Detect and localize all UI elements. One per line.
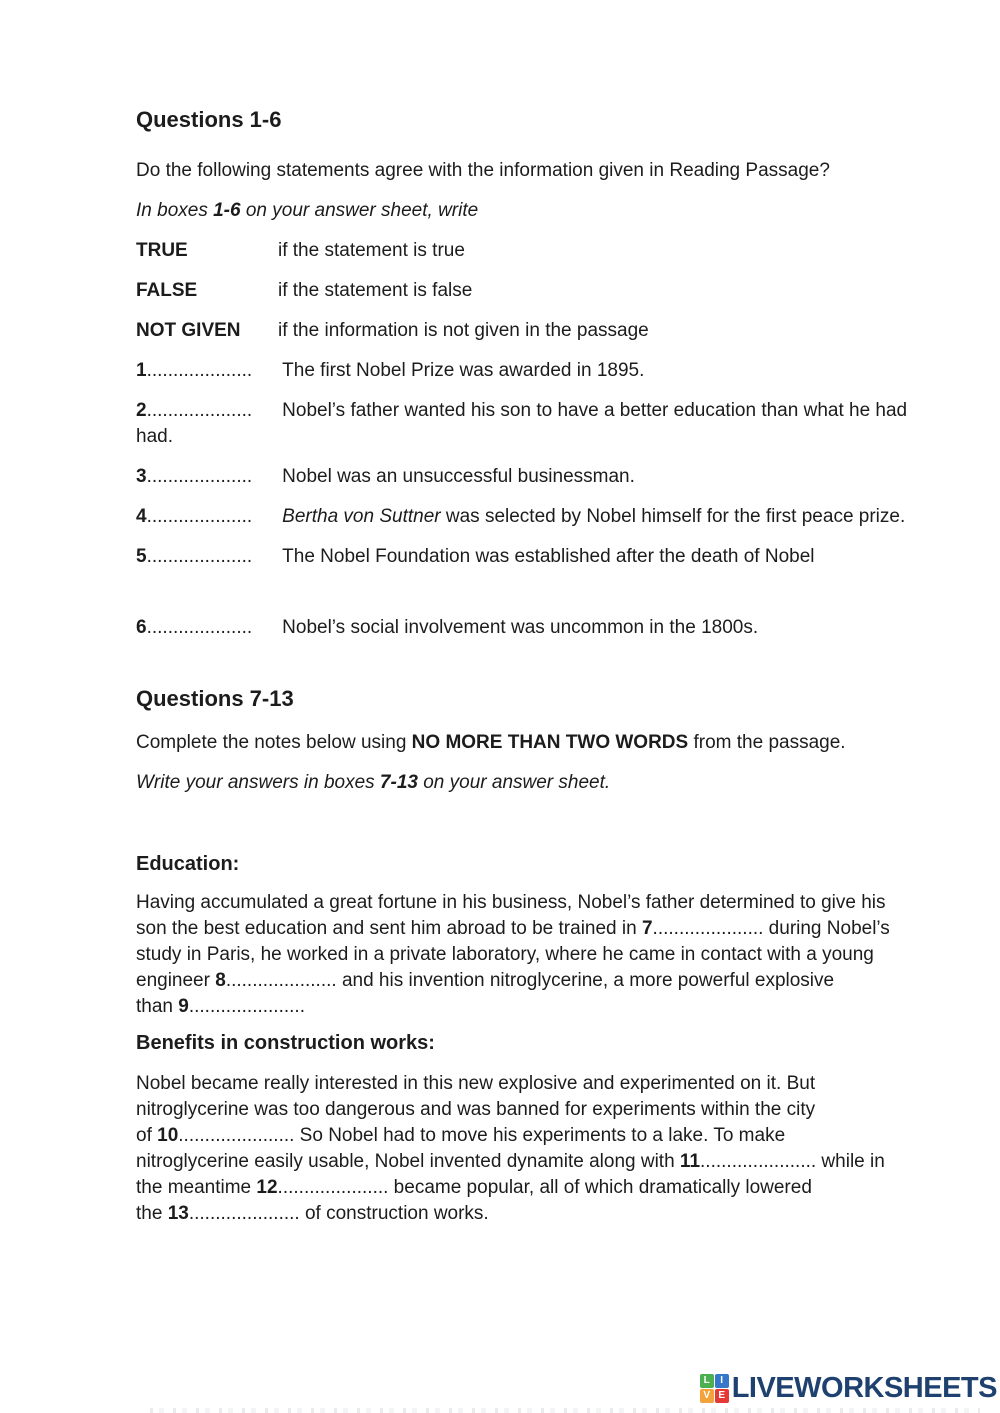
q713-intro-text: Complete the notes below using NO MORE THAN TWO WORDS from the passage.: [136, 732, 846, 753]
cut-off-text-strip: [150, 1408, 980, 1413]
note-line: the meantime 12..................... became popular, all of which dramatically lowered: [136, 1177, 812, 1198]
option-label-false: FALSE: [136, 280, 198, 301]
q16-intro-text: Do the following statements agree with the information given in Reading Passage?: [136, 160, 830, 181]
answer-blank-6[interactable]: ....................: [146, 617, 253, 638]
benefits-paragraph: [136, 1071, 950, 1227]
statement-row-6: [136, 615, 950, 641]
statement-number: 3: [136, 466, 147, 487]
option-description: if the statement is true: [278, 240, 465, 261]
statement-number: 5: [136, 546, 147, 567]
q16-instruction-text: In boxes 1-6 on your answer sheet, write: [136, 200, 479, 221]
answer-blank-4[interactable]: ....................: [146, 506, 253, 527]
education-paragraph: [136, 890, 950, 1020]
note-line: son the best education and sent him abroad to be trained in 7..................... during Nobel’s: [136, 918, 890, 939]
note-line: of 10...................... So Nobel had to move his experiments to a lake. To make: [136, 1125, 786, 1146]
statement-row-5: [136, 544, 950, 570]
note-line: nitroglycerine was too dangerous and was banned for experiments within the city: [136, 1099, 816, 1120]
statement-text: Nobel’s social involvement was uncommon in the 1800s.: [282, 617, 759, 638]
liveworksheets-brand-text: LIVEWORKSHEETS: [731, 1372, 997, 1404]
logo-tile-l: L: [700, 1374, 714, 1388]
statement-text-continued: had.: [136, 426, 173, 447]
statement-text: The Nobel Foundation was established after the death of Nobel: [282, 546, 815, 567]
option-row-false: [136, 278, 950, 304]
answer-blank-3[interactable]: ....................: [146, 466, 253, 487]
note-line: Having accumulated a great fortune in his business, Nobel’s father determined to give his: [136, 892, 886, 913]
option-description: if the statement is false: [278, 280, 473, 301]
section-heading-questions-1-6: Questions 1-6: [136, 107, 282, 132]
statement-number: 1: [136, 360, 147, 381]
note-line: nitroglycerine easily usable, Nobel invented dynamite along with 11...................... while in: [136, 1151, 885, 1172]
note-line: the 13..................... of construction works.: [136, 1203, 489, 1224]
logo-tile-v: V: [700, 1389, 714, 1403]
answer-blank-1[interactable]: ....................: [146, 360, 253, 381]
section-heading-questions-7-13: Questions 7-13: [136, 686, 294, 711]
statement-number: 6: [136, 617, 147, 638]
statement-row-4: [136, 504, 950, 530]
statement-number: 2: [136, 400, 147, 421]
option-row-true: [136, 238, 950, 264]
statement-row-3: [136, 464, 950, 490]
note-line: study in Paris, he worked in a private laboratory, where he came in contact with a young: [136, 944, 874, 965]
statement-number: 4: [136, 506, 147, 527]
option-row-not-given: [136, 318, 950, 344]
statement-row-2: [136, 398, 950, 424]
statement-row-1: [136, 358, 950, 384]
notes-heading-benefits: Benefits in construction works:: [136, 1032, 435, 1054]
note-line: engineer 8..................... and his invention nitroglycerine, a more powerful explosive: [136, 970, 835, 991]
answer-blank-2[interactable]: ....................: [146, 400, 253, 421]
statement-text: Nobel’s father wanted his son to have a better education than what he had: [282, 400, 908, 421]
option-label-true: TRUE: [136, 240, 188, 261]
logo-tile-e: E: [715, 1389, 729, 1403]
note-line: than 9......................: [136, 996, 305, 1017]
notes-heading-education: Education:: [136, 853, 240, 875]
answer-blank-5[interactable]: ....................: [146, 546, 253, 567]
worksheet-page: [136, 107, 950, 1227]
statement-text: Nobel was an unsuccessful businessman.: [282, 466, 635, 487]
statement-text: Bertha von Suttner was selected by Nobel himself for the first peace prize.: [282, 506, 906, 527]
liveworksheets-tiles-icon: [700, 1374, 729, 1403]
logo-tile-i: I: [715, 1374, 729, 1388]
option-label-not-given: NOT GIVEN: [136, 320, 241, 341]
q713-instruction-text: Write your answers in boxes 7-13 on your answer sheet.: [136, 772, 611, 793]
statement-text: The first Nobel Prize was awarded in 1895.: [282, 360, 645, 381]
liveworksheets-logo[interactable]: [700, 1374, 997, 1403]
option-description: if the information is not given in the passage: [278, 320, 649, 341]
note-line: Nobel became really interested in this new explosive and experimented on it. But: [136, 1073, 816, 1094]
